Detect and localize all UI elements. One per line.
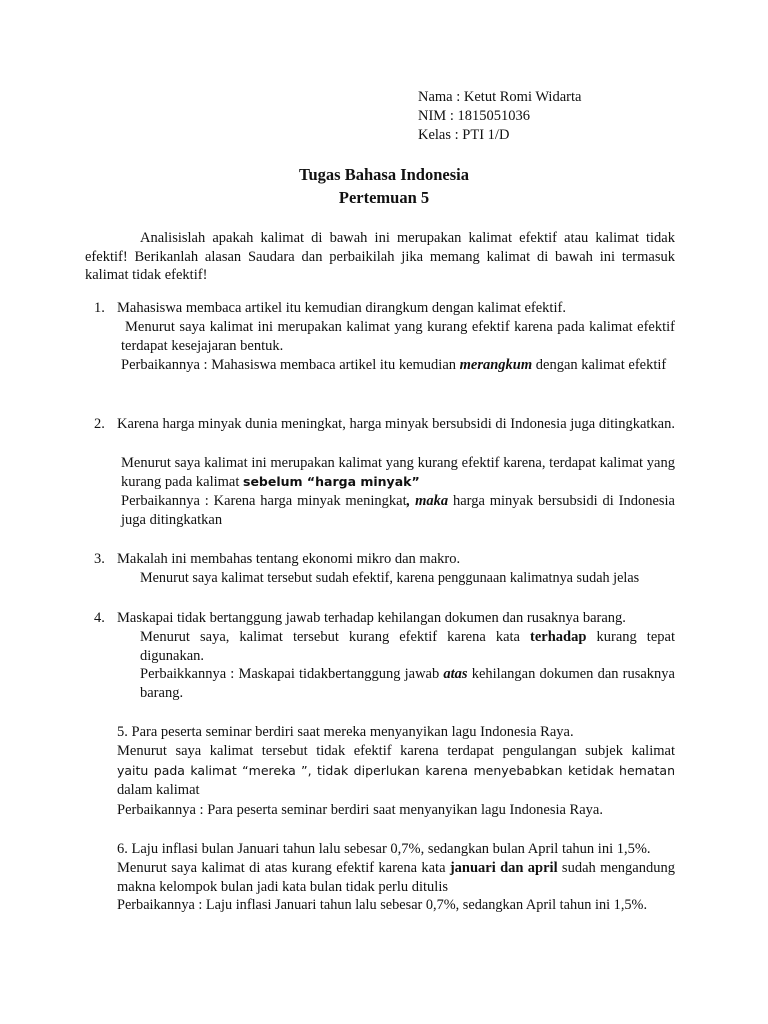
item-1-analysis: Menurut saya kalimat ini merupakan kalimat yang kurang efektif karena pada kalimat efektif terdapat kesejajaran bentuk. (121, 319, 675, 354)
item-4-analysis: Menurut saya, kalimat tersebut kurang efektif karena kata terhadap kurang tepat digunakan. (140, 629, 675, 664)
item-6-analysis-emphasis: januari dan april (449, 860, 558, 876)
item-2-fix-emphasis: , maka (406, 493, 449, 509)
item-5-number: 5. (117, 724, 128, 740)
student-class: Kelas : PTI 1/D (418, 127, 510, 143)
page-subtitle: Pertemuan 5 (338, 188, 430, 207)
item-1-sentence: Mahasiswa membaca artikel itu kemudian dirangkum dengan kalimat efektif. (117, 300, 566, 316)
item-5-analysis-line2: yaitu pada kalimat “mereka ”, tidak diperlukan karena menyebabkan ketidak hematan (117, 763, 675, 778)
student-nim: NIM : 1815051036 (418, 108, 530, 124)
item-4-number: 4. (94, 610, 105, 626)
item-2-number: 2. (94, 416, 105, 432)
item-4-fix-emphasis: atas (443, 666, 468, 682)
item-2-fix: Perbaikannya : Karena harga minyak meningkat, maka harga minyak bersubsidi di Indonesia juga ditingkatkan (121, 493, 675, 528)
item-5-analysis-line1: Menurut saya kalimat tersebut tidak efektif karena terdapat pengulangan subjek kalimat (117, 743, 675, 759)
item-2-analysis: Menurut saya kalimat ini merupakan kalimat yang kurang efektif karena, terdapat kalimat yang kurang pada kalimat sebelum “harga minyak” (121, 455, 675, 490)
item-4-fix: Perbaikkannya : Maskapai tidakbertanggung jawab atas kehilangan dokumen dan rusaknya barang. (140, 666, 675, 701)
intro-paragraph: Analisislah apakah kalimat di bawah ini merupakan kalimat efektif atau kalimat tidak efektif! Berikanlah alasan Saudara dan perbaikilah jika memang kalimat di bawah ini termasuk kalimat tidak efektif! (85, 230, 675, 283)
item-1-fix-emphasis: merangkum (459, 357, 533, 373)
item-3-sentence: Makalah ini membahas tentang ekonomi mikro dan makro. (117, 551, 461, 567)
item-5-analysis-line3: dalam kalimat (117, 782, 200, 798)
item-4-analysis-emphasis: terhadap (530, 629, 587, 645)
item-5-sentence: 5. Para peserta seminar berdiri saat mereka menyanyikan lagu Indonesia Raya. (117, 724, 574, 740)
item-6-analysis: Menurut saya kalimat di atas kurang efektif karena kata januari dan april sudah mengandung makna kelompok bulan jadi kata bulan tidak perlu ditulis (117, 860, 675, 895)
item-1-fix: Perbaikannya : Mahasiswa membaca artikel itu kemudian merangkum dengan kalimat efektif (121, 357, 667, 373)
item-2-sentence: Karena harga minyak dunia meningkat, harga minyak bersubsidi di Indonesia juga ditingkatkan. (117, 416, 675, 432)
student-name: Nama : Ketut Romi Widarta (418, 89, 582, 105)
item-6-fix: Perbaikannya : Laju inflasi Januari tahun lalu sebesar 0,7%, sedangkan April tahun ini 1,5%. (117, 897, 648, 913)
page-title: Tugas Bahasa Indonesia (299, 165, 469, 184)
item-6-number: 6. (117, 841, 128, 857)
item-6-sentence: 6. Laju inflasi bulan Januari tahun lalu sebesar 0,7%, sedangkan bulan April tahun ini 1,5%. (117, 841, 651, 857)
item-3-analysis: Menurut saya kalimat tersebut sudah efektif, karena penggunaan kalimatnya sudah jelas (140, 570, 640, 586)
item-5-fix: Perbaikannya : Para peserta seminar berdiri saat menyanyikan lagu Indonesia Raya. (117, 802, 603, 818)
item-4-sentence: Maskapai tidak bertanggung jawab terhadap kehilangan dokumen dan rusaknya barang. (117, 610, 626, 626)
item-1-number: 1. (94, 300, 105, 316)
item-3-number: 3. (94, 551, 105, 567)
item-2-analysis-emphasis: sebelum “harga minyak” (243, 473, 420, 489)
